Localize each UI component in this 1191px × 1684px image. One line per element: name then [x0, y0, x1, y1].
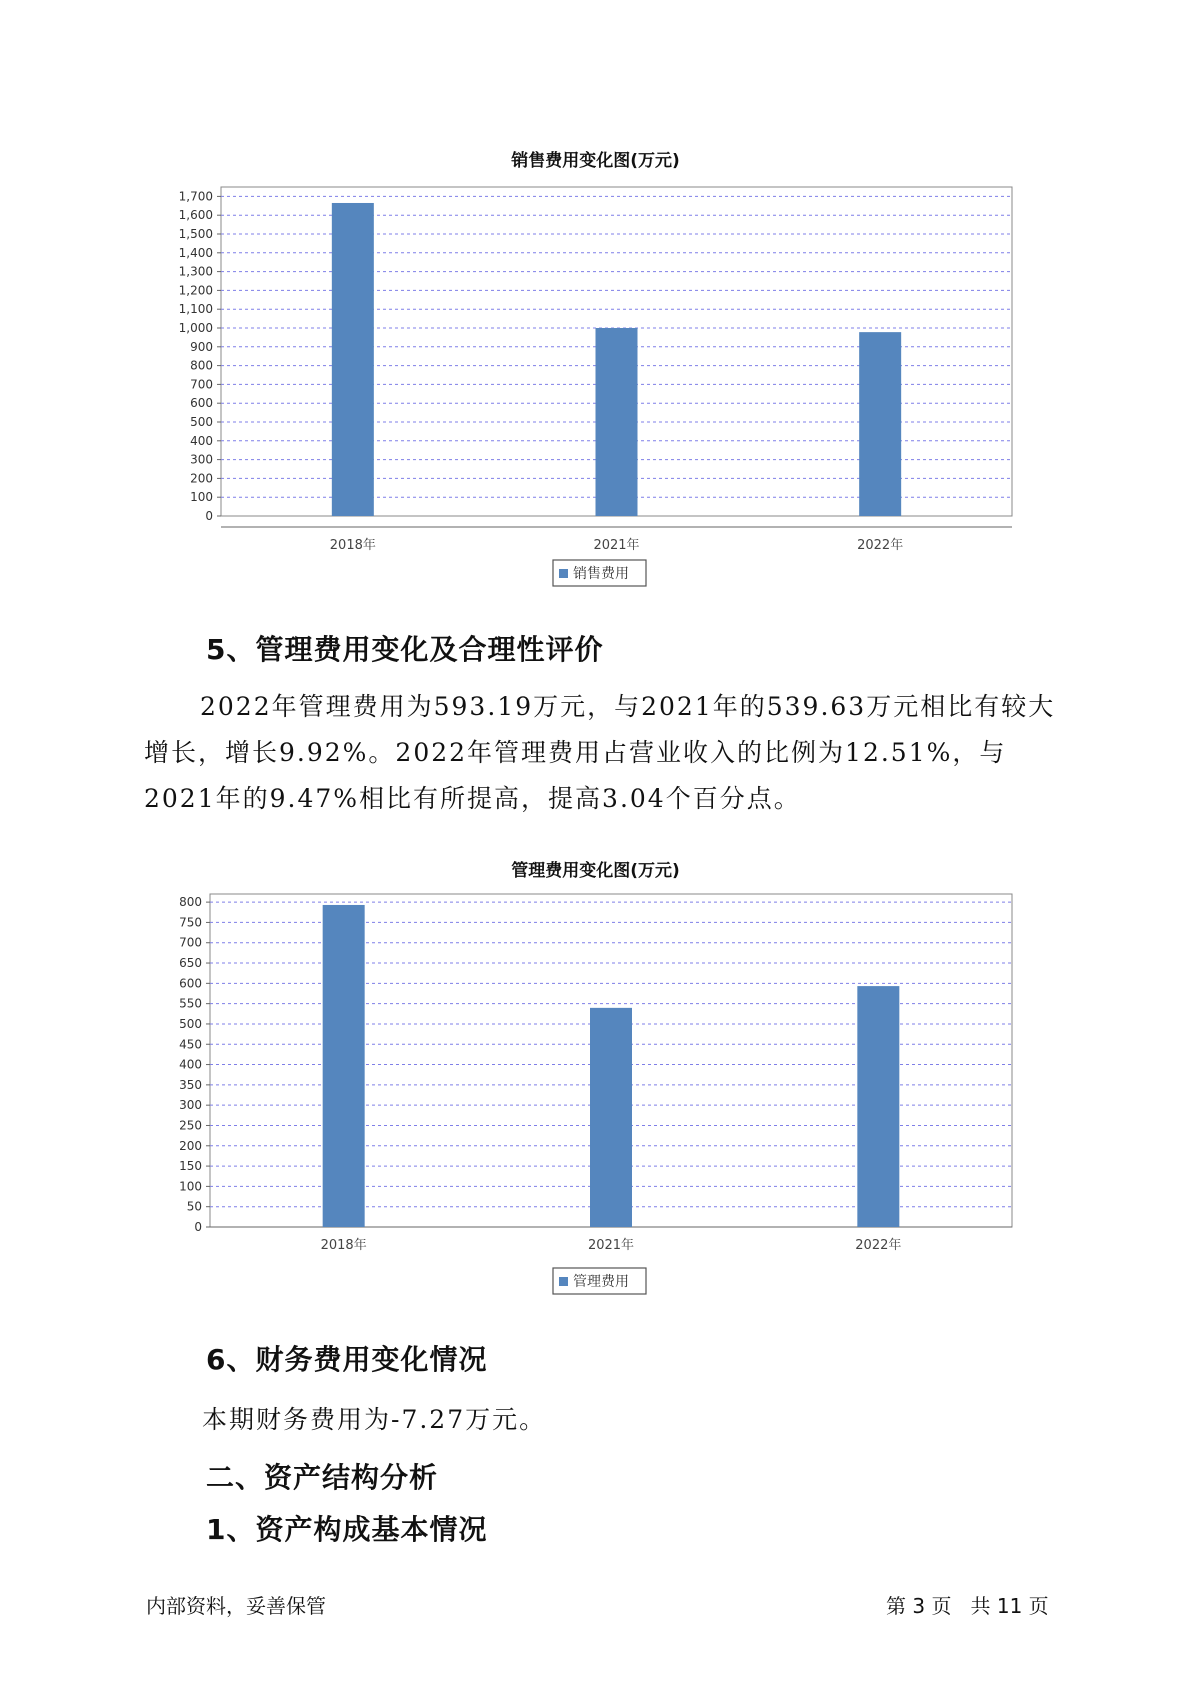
- section-5-heading: 5、管理费用变化及合理性评价: [206, 633, 604, 666]
- legend-swatch: [559, 569, 568, 578]
- y-tick-label: 750: [179, 915, 202, 930]
- admin-expense-chart: [0, 880, 1191, 1320]
- y-tick-label: 400: [190, 433, 213, 448]
- section-6-paragraph: 本期财务费用为-7.27万元。: [202, 1405, 547, 1434]
- y-tick-label: 900: [190, 339, 213, 354]
- footer-confidential-note: 内部资料，妥善保管: [146, 1594, 326, 1618]
- y-tick-label: 0: [205, 509, 213, 523]
- y-tick-label: 650: [179, 956, 202, 971]
- x-tick-label: 2018年: [320, 1238, 367, 1253]
- y-tick-label: 1,500: [178, 227, 213, 241]
- y-tick-label: 200: [179, 1138, 202, 1153]
- y-tick-label: 50: [186, 1199, 202, 1214]
- y-tick-label: 600: [190, 396, 213, 411]
- sales-chart-title: 销售费用变化图(万元): [511, 151, 680, 171]
- bar-2022年: [859, 332, 901, 516]
- part-2-1-heading: 1、资产构成基本情况: [206, 1513, 488, 1546]
- y-tick-label: 100: [190, 490, 213, 505]
- y-tick-label: 1,700: [178, 189, 213, 204]
- x-tick-label: 2022年: [855, 1238, 902, 1253]
- y-tick-label: 700: [179, 935, 202, 950]
- y-tick-label: 800: [190, 358, 213, 373]
- footer-page-number: 第 3 页 共 11 页: [886, 1594, 1049, 1618]
- y-tick-label: 450: [179, 1037, 202, 1052]
- y-tick-label: 1,200: [178, 283, 213, 298]
- y-tick-label: 350: [179, 1077, 202, 1092]
- y-tick-label: 600: [179, 976, 202, 991]
- bar-2021年: [590, 1008, 632, 1227]
- legend-label: 销售费用: [573, 566, 629, 582]
- y-tick-label: 250: [179, 1118, 202, 1133]
- x-tick-label: 2022年: [857, 538, 904, 553]
- x-tick-label: 2021年: [587, 1238, 635, 1253]
- admin-chart-title: 管理费用变化图(万元): [511, 861, 680, 881]
- legend-swatch: [559, 1277, 568, 1286]
- y-tick-label: 300: [190, 452, 213, 467]
- bar-2018年: [332, 203, 374, 516]
- y-tick-label: 150: [179, 1159, 202, 1174]
- x-tick-label: 2018年: [329, 538, 376, 553]
- legend-label: 管理费用: [573, 1274, 629, 1290]
- part-2-heading: 二、资产结构分析: [206, 1461, 439, 1494]
- y-tick-label: 1,600: [178, 208, 213, 223]
- x-tick-label: 2021年: [593, 538, 640, 553]
- bar-2022年: [857, 986, 899, 1227]
- y-tick-label: 1,400: [178, 245, 213, 260]
- y-tick-label: 100: [179, 1179, 202, 1194]
- section-5-paragraph: 2022年管理费用为593.19万元，与2021年的539.63万元相比有较大增长，增长9.92%。2022年管理费用占营业收入的比例为12.51%，与2021年的9.47%相比有所提高，提高3.04个百分点。: [144, 692, 1056, 813]
- bar-2018年: [323, 905, 365, 1227]
- y-tick-label: 550: [179, 996, 202, 1011]
- y-tick-label: 1,000: [178, 321, 213, 335]
- y-tick-label: 500: [190, 415, 213, 429]
- y-tick-label: 200: [190, 471, 213, 486]
- y-tick-label: 0: [194, 1220, 202, 1234]
- y-tick-label: 800: [179, 895, 202, 910]
- y-tick-label: 1,300: [178, 264, 213, 279]
- y-tick-label: 1,100: [178, 302, 213, 317]
- y-tick-label: 400: [179, 1057, 202, 1072]
- y-tick-label: 300: [179, 1098, 202, 1113]
- section-6-heading: 6、财务费用变化情况: [206, 1343, 488, 1376]
- y-tick-label: 500: [179, 1016, 202, 1031]
- bar-2021年: [596, 328, 638, 516]
- y-tick-label: 700: [190, 377, 213, 392]
